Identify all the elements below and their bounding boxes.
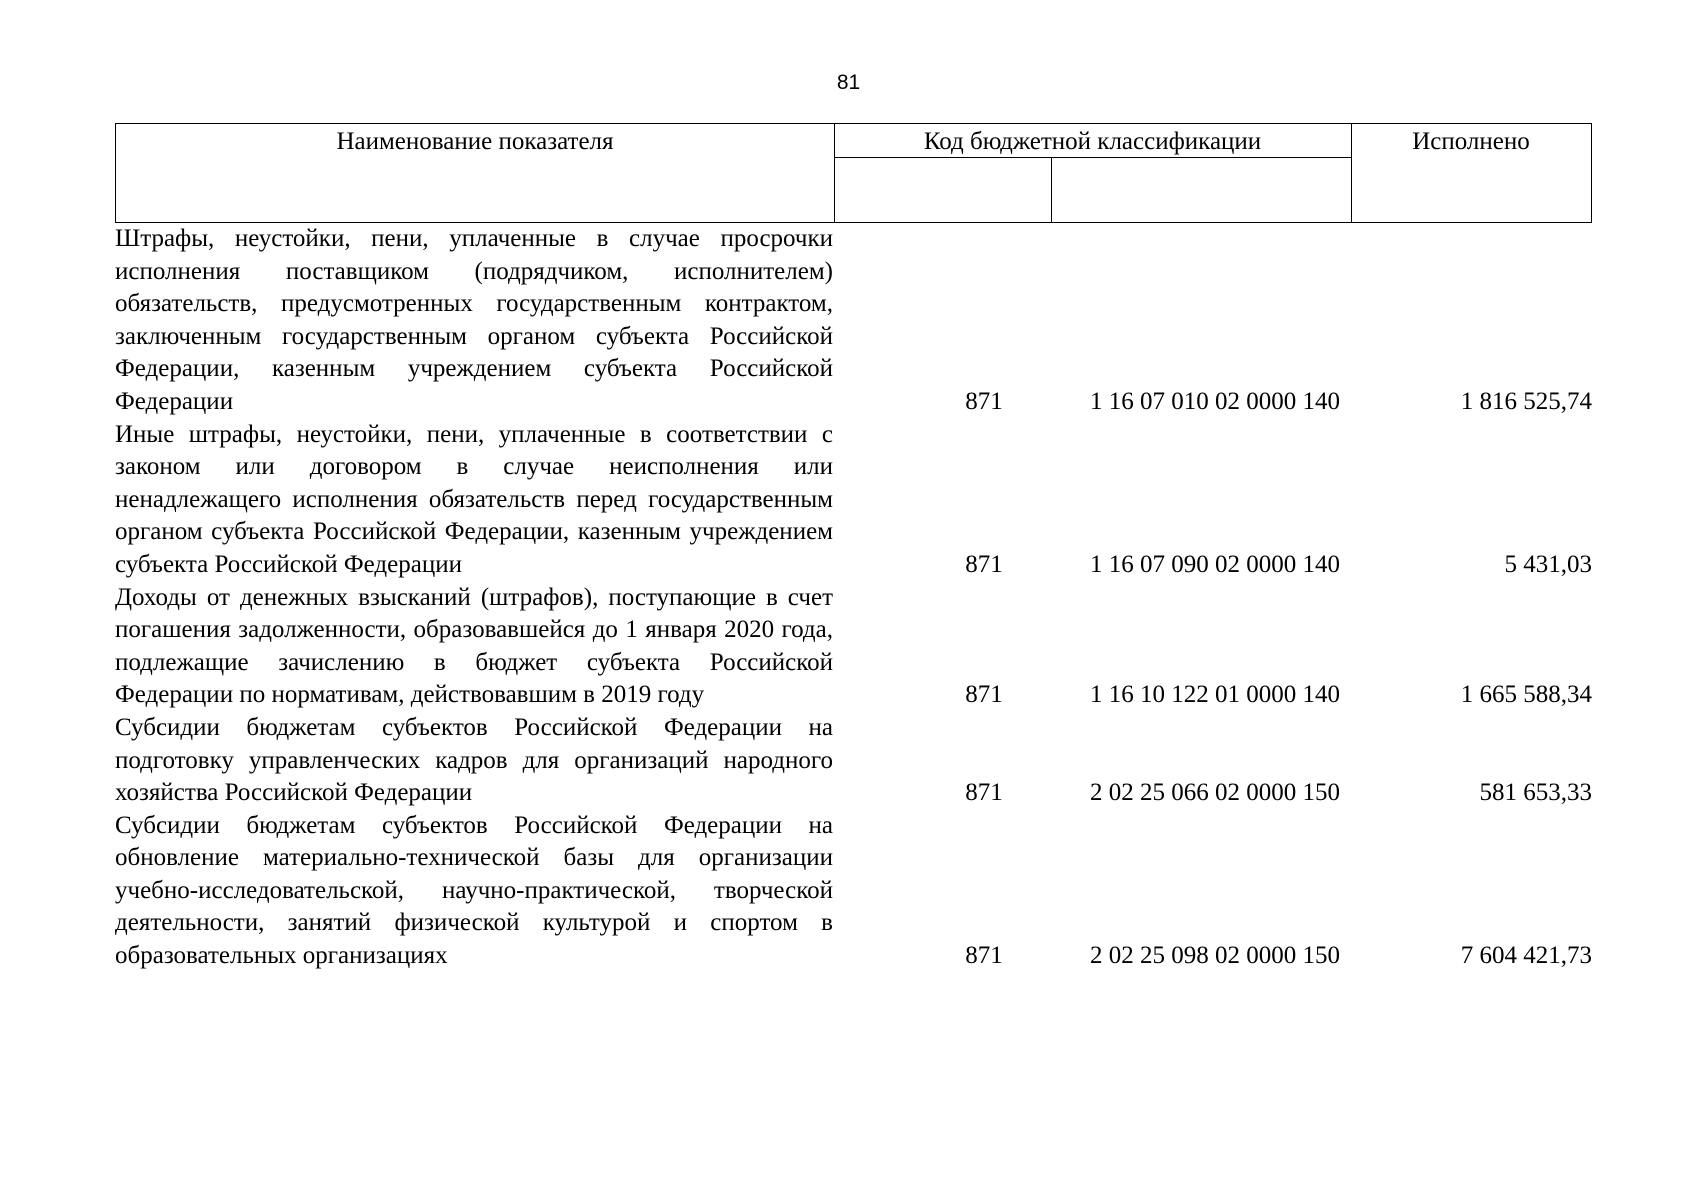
row-name: Субсидии бюджетам субъектов Российской Федерации на обновление материально-технической базы для организации учебно-исследовательской, научно-практической, творческой деятельности, занятий физической культурой и спортом в образовательных организациях bbox=[115, 811, 833, 970]
row-admin-code: 871 bbox=[965, 550, 1003, 578]
table-row bbox=[115, 419, 1592, 582]
row-admin-code: 871 bbox=[965, 681, 1003, 709]
row-amount: 1 665 588,34 bbox=[1460, 681, 1592, 709]
row-classification-code: 2 02 25 066 02 0000 150 bbox=[1090, 779, 1340, 807]
row-amount: 7 604 421,73 bbox=[1460, 942, 1592, 970]
table-row bbox=[115, 582, 1592, 712]
row-classification-code: 2 02 25 098 02 0000 150 bbox=[1090, 942, 1340, 970]
row-classification-code: 1 16 07 010 02 0000 140 bbox=[1090, 387, 1340, 415]
header-executed: Исполнено bbox=[1412, 128, 1530, 155]
header-code: Код бюджетной классификации bbox=[923, 128, 1262, 155]
table-header bbox=[115, 123, 1592, 223]
row-admin-code: 871 bbox=[965, 779, 1003, 807]
row-admin-code: 871 bbox=[965, 942, 1003, 970]
table-row bbox=[115, 810, 1592, 973]
row-amount: 1 816 525,74 bbox=[1460, 387, 1592, 415]
row-name: Штрафы, неустойки, пени, уплаченные в случае просрочки исполнения поставщиком (подрядчиком, исполнителем) обязательств, предусмотренных государственным контрактом, заключенным государственным органом субъекта Российской Федерации, казенным учреждением субъекта Российской Федерации bbox=[115, 225, 833, 415]
row-amount: 5 431,03 bbox=[1504, 550, 1592, 578]
header-name: Наименование показателя bbox=[336, 128, 614, 155]
row-name: Доходы от денежных взысканий (штрафов), поступающие в счет погашения задолженности, образовавшейся до 1 января 2020 года, подлежащие зачислению в бюджет субъекта Российской Федерации по нормативам, действовавшим в 2019 году bbox=[115, 583, 833, 709]
table-body bbox=[115, 223, 1592, 973]
page-number: 81 bbox=[836, 71, 861, 94]
header-subdivider bbox=[1051, 157, 1052, 222]
row-admin-code: 871 bbox=[965, 387, 1003, 415]
header-code-underline bbox=[834, 157, 1351, 158]
row-classification-code: 1 16 10 122 01 0000 140 bbox=[1090, 681, 1340, 709]
table-row bbox=[115, 712, 1592, 810]
row-classification-code: 1 16 07 090 02 0000 140 bbox=[1090, 550, 1340, 578]
row-amount: 581 653,33 bbox=[1479, 779, 1592, 807]
table-row bbox=[115, 223, 1592, 419]
row-name: Иные штрафы, неустойки, пени, уплаченные в соответствии с законом или договором в случае неисполнения или ненадлежащего исполнения обязательств перед государственным органом субъекта Российской Федерации, казенным учреждением субъекта Российской Федерации bbox=[115, 420, 833, 578]
row-name: Субсидии бюджетам субъектов Российской Федерации на подготовку управленческих кадров для организаций народного хозяйства Российской Федерации bbox=[115, 713, 833, 807]
